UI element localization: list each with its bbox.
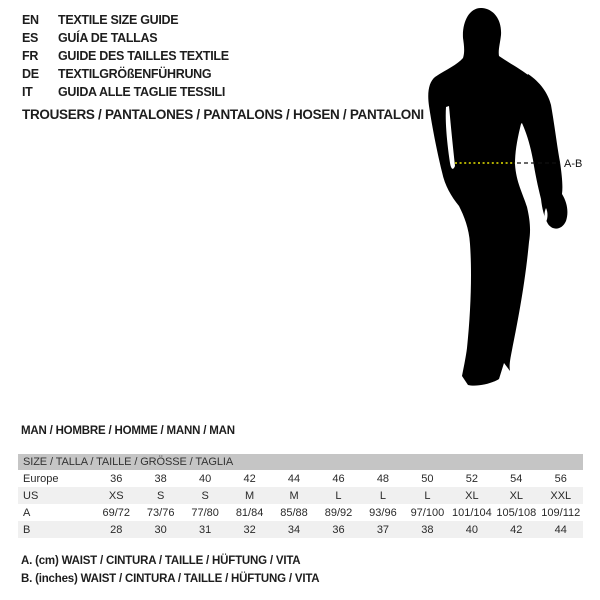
language-label: GUIDE DES TAILLES TEXTILE xyxy=(58,49,229,63)
size-cell: 52 xyxy=(465,472,478,485)
size-cell: 101/104 xyxy=(451,506,492,519)
size-cell: 50 xyxy=(421,472,434,485)
row-label: A xyxy=(23,506,31,519)
size-cell: L xyxy=(424,489,431,502)
body-shape xyxy=(428,8,549,386)
size-cell: 48 xyxy=(376,472,390,485)
size-cell: 97/100 xyxy=(410,506,445,519)
category-title: TROUSERS / PANTALONES / PANTALONS / HOSEN / PANTALONI xyxy=(22,107,424,122)
size-cell: 54 xyxy=(510,472,523,485)
notes xyxy=(21,552,319,588)
size-cell: S xyxy=(157,489,165,502)
language-row xyxy=(22,11,229,29)
size-cell: 69/72 xyxy=(102,506,130,519)
size-cell: 36 xyxy=(110,472,123,485)
table-row xyxy=(18,504,583,521)
language-label: GUÍA DE TALLAS xyxy=(58,31,158,45)
size-table-header: SIZE / TALLA / TAILLE / GRÖSSE / TAGLIA xyxy=(18,454,583,470)
row-label: B xyxy=(23,523,31,536)
size-cell: S xyxy=(201,489,209,502)
size-cell: XS xyxy=(108,489,124,502)
size-cell: 30 xyxy=(154,523,167,536)
section-title: MAN / HOMBRE / HOMME / MANN / MAN xyxy=(21,425,235,437)
language-code: IT xyxy=(22,85,33,99)
language-row xyxy=(22,65,229,83)
size-cell: 36 xyxy=(332,523,345,536)
size-cell: 42 xyxy=(510,523,523,536)
size-cell: 109/112 xyxy=(541,506,581,519)
language-code: DE xyxy=(22,67,39,81)
size-cell: 38 xyxy=(154,472,167,485)
size-cell: 46 xyxy=(332,472,345,485)
size-cell: 85/88 xyxy=(280,506,308,519)
language-code: EN xyxy=(22,13,39,27)
size-cell: 38 xyxy=(421,523,434,536)
size-cell: 44 xyxy=(287,472,301,485)
size-cell: 81/84 xyxy=(235,506,264,519)
language-code: ES xyxy=(22,31,39,45)
size-table xyxy=(18,454,583,538)
size-cell: L xyxy=(379,489,386,502)
size-cell: 73/76 xyxy=(146,506,175,519)
language-row xyxy=(22,83,229,101)
size-cell: 32 xyxy=(243,523,256,536)
note-line: A. (cm) WAIST / CINTURA / TAILLE / HÜFTUNG / VITA xyxy=(21,555,301,567)
table-row xyxy=(18,487,583,504)
language-list xyxy=(22,11,229,101)
size-cell: 77/80 xyxy=(191,506,219,519)
language-row xyxy=(22,29,229,47)
size-cell: 40 xyxy=(465,523,478,536)
size-cell: 40 xyxy=(199,472,212,485)
figure-panel xyxy=(400,0,600,400)
measure-label: A-B xyxy=(564,158,583,170)
size-cell: XXL xyxy=(550,489,572,502)
size-cell: 56 xyxy=(554,472,567,485)
size-cell: 34 xyxy=(287,523,301,536)
size-cell: 28 xyxy=(110,523,123,536)
row-label: Europe xyxy=(23,472,59,485)
size-cell: XL xyxy=(509,489,524,502)
language-code: FR xyxy=(22,49,39,63)
table-row xyxy=(18,521,583,538)
size-cell: M xyxy=(245,489,255,502)
note-line: B. (inches) WAIST / CINTURA / TAILLE / HÜFTUNG / VITA xyxy=(21,573,320,585)
language-label: TEXTILE SIZE GUIDE xyxy=(58,13,179,27)
size-cell: L xyxy=(335,489,342,502)
table-row xyxy=(18,470,583,487)
size-cell: 42 xyxy=(243,472,256,485)
size-cell: 93/96 xyxy=(369,506,397,519)
language-label: TEXTILGRÖßENFÜHRUNG xyxy=(58,67,212,81)
size-cell: M xyxy=(289,489,299,502)
size-cell: 44 xyxy=(554,523,567,536)
size-cell: 37 xyxy=(376,523,390,536)
row-label: US xyxy=(23,489,39,502)
size-cell: 105/108 xyxy=(496,506,537,519)
size-cell: XL xyxy=(465,489,479,502)
size-table-body xyxy=(18,470,583,538)
size-cell: 89/92 xyxy=(324,506,353,519)
man-silhouette xyxy=(400,0,600,400)
language-label: GUIDA ALLE TAGLIE TESSILI xyxy=(58,85,226,99)
size-cell: 31 xyxy=(199,523,212,536)
language-row xyxy=(22,47,229,65)
